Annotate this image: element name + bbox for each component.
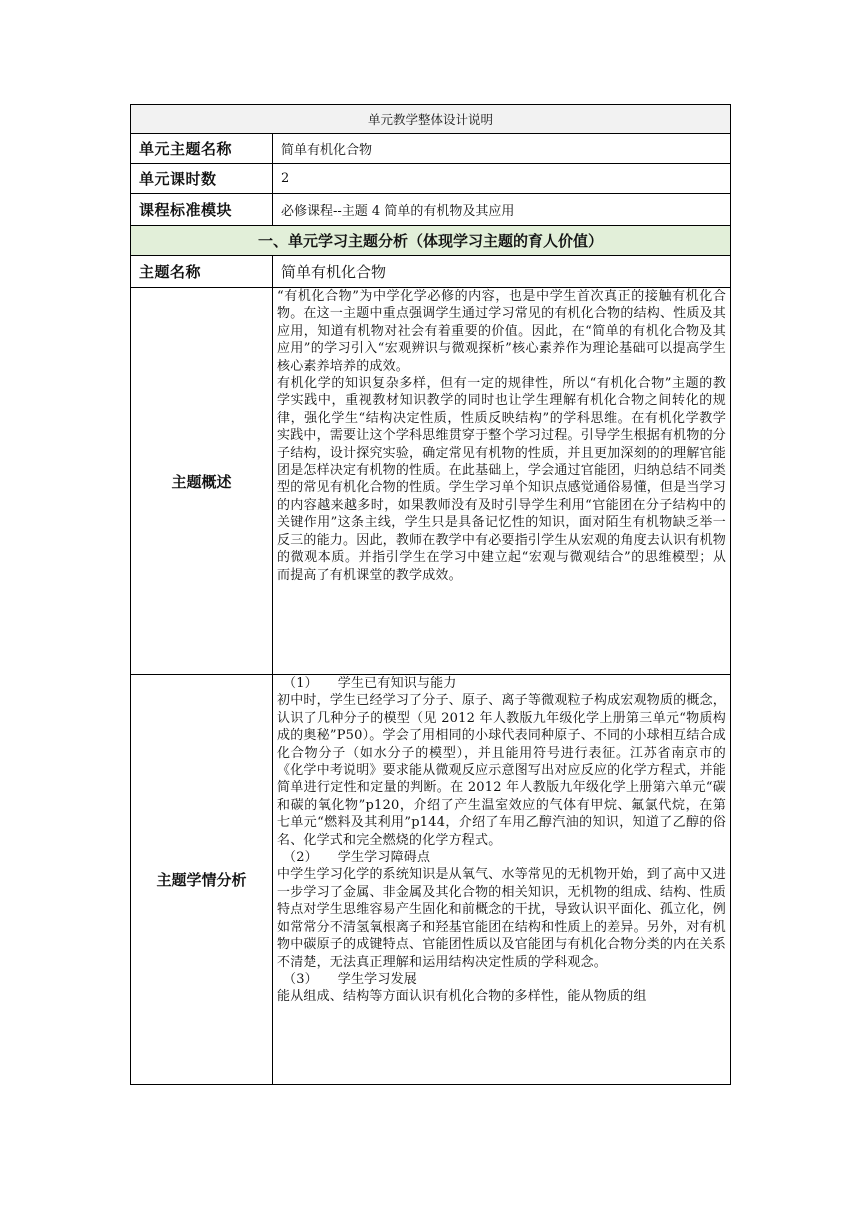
overview-label: 主题概述 [131, 288, 273, 675]
unit-name-value: 简单有机化合物 [273, 134, 731, 164]
unit-hours-label: 单元课时数 [131, 164, 273, 194]
unit-name-label: 单元主题名称 [131, 134, 273, 164]
design-table [130, 104, 731, 1085]
analysis-paragraph: 初中时，学生已经学习了分子、原子、离子等微观粒子构成宏观物质的概念，认识了几种分子的模型（见 2012 年人教版九年级化学上册第三单元“物质构成的奥秘”P50）。学会了用相同的小球代表同种原子、不同的小球相互结合成化合物分子（如水分子的模型），并且能用符号进行表征。江苏省南京市的《化学中考说明》要求能从微观反应示意图写出对应反应的化学方程式，并能简单进行定性和定量的判断。在 2012 年人教版九年级化学上册第六单元“碳和碳的氧化物”p120，介绍了产生温室效应的气体有甲烷、氟氯代烷，在第七单元“燃料及其利用”p144，介绍了车用乙醇汽油的知识，知道了乙醇的俗名、化学式和完全燃烧的化学方程式。 [277, 693, 727, 848]
topic-name-value: 简单有机化合物 [273, 256, 731, 288]
table-title: 单元教学整体设计说明 [131, 105, 731, 134]
overview-content [273, 288, 731, 675]
analysis-heading: （3） 学生学习发展 [283, 971, 417, 987]
standard-module-value: 必修课程--主题 4 简单的有机物及其应用 [273, 194, 731, 226]
analysis-heading: （2） 学生学习障碍点 [283, 850, 431, 866]
section-heading: 一、单元学习主题分析（体现学习主题的育人价值） [131, 226, 731, 256]
analysis-paragraph: 中学生学习化学的系统知识是从氧气、水等常见的无机物开始，到了高中又进一步学习了金属、非金属及其化合物的相关知识，无机物的组成、结构、性质特点对学生思维容易产生固化和前概念的干扰，导致认识平面化、孤立化，例如常常分不清氢氧根离子和羟基官能团在结构和性质上的差异。另外，对有机物中碳原子的成键特点、官能团性质以及官能团与有机化合物分类的内在关系不清楚，无法真正理解和运用结构决定性质的学科观念。 [277, 867, 727, 970]
analysis-content [273, 675, 731, 1085]
analysis-label: 主题学情分析 [131, 675, 273, 1085]
overview-paragraph: “有机化合物”为中学化学必修的内容，也是中学生首次真正的接触有机化合物。在这一主题中重点强调学生通过学习常见的有机化合物的结构、性质及其应用，知道有机物对社会有着重要的价值。因此，在“简单的有机化合物及其应用”的学习引入“宏观辨识与微观探析”核心素养作为理论基础可以提高学生核心素养培养的成效。 [277, 289, 727, 374]
topic-name-label: 主题名称 [131, 256, 273, 288]
overview-paragraph: 有机化学的知识复杂多样，但有一定的规律性，所以“有机化合物”主题的教学实践中，重视教材知识教学的同时也让学生理解有机化合物之间转化的规律，强化学生“结构决定性质，性质反映结构”的学科思维。在有机化学教学实践中，需要让这个学科思维贯穿于整个学习过程。引导学生根据有机物的分子结构，设计探究实验，确定常见有机物的性质，并且更加深刻的的理解官能团是怎样决定有机物的性质。在此基础上，学会通过官能团，归纳总结不同类型的常见有机化合物的性质。学生学习单个知识点感觉通俗易懂，但是当学习的内容越来越多时，如果教师没有及时引导学生利用“官能团在分子结构中的关键作用”这条主线，学生只是具备记忆性的知识，面对陌生有机物缺乏举一反三的能力。因此，教师在教学中有必要指引学生从宏观的角度去认识有机物的微观本质。并指引学生在学习中建立起“宏观与微观结合”的思维模型；从而提高了有机课堂的教学成效。 [277, 376, 727, 583]
standard-module-label: 课程标准模块 [131, 194, 273, 226]
analysis-paragraph: 能从组成、结构等方面认识有机化合物的多样性，能从物质的组 [277, 989, 647, 1005]
analysis-heading: （1） 学生已有知识与能力 [283, 676, 457, 691]
unit-hours-value: 2 [273, 164, 731, 194]
